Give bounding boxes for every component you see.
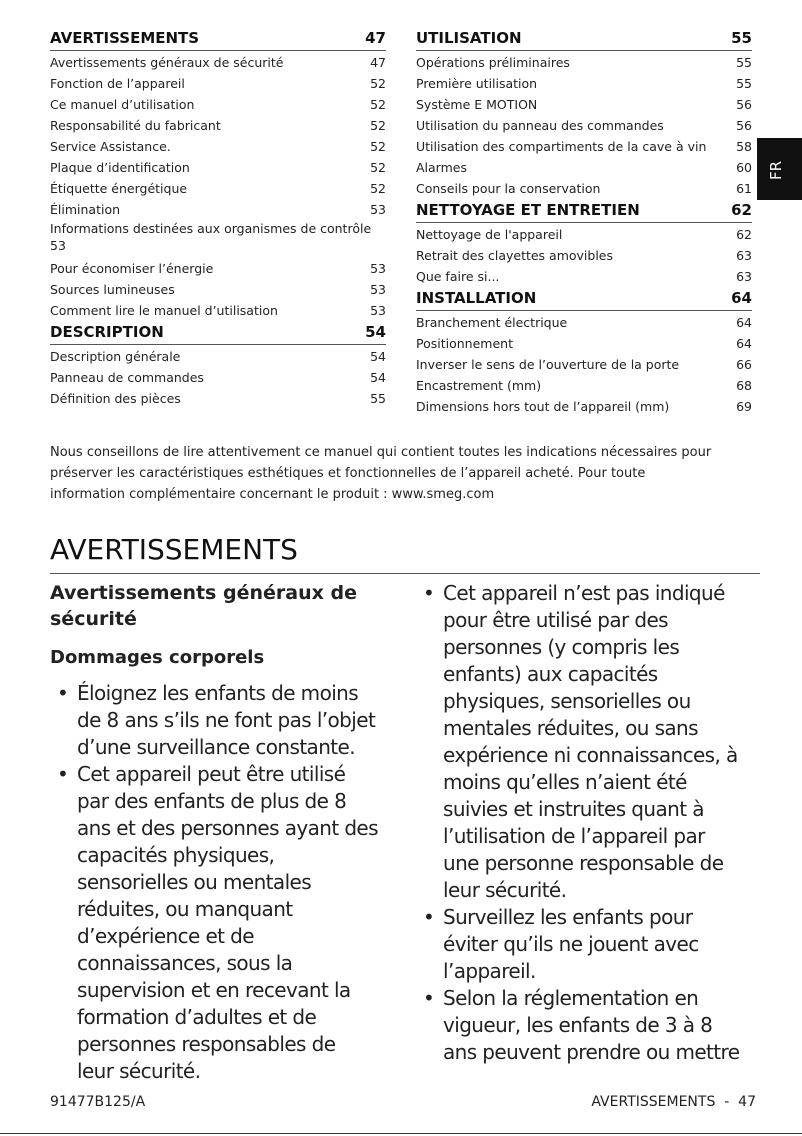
toc-entry[interactable] bbox=[50, 73, 386, 94]
subsection-title-line: Avertissements généraux de bbox=[50, 582, 357, 604]
toc-entry-page: 63 bbox=[736, 269, 752, 284]
toc-section-heading bbox=[416, 287, 752, 311]
toc-section-heading bbox=[416, 199, 752, 223]
toc-section-page: 64 bbox=[731, 289, 752, 307]
bullet-line: une personne responsable de bbox=[443, 851, 724, 875]
toc-entry[interactable] bbox=[50, 52, 386, 73]
document-code: 91477B125/A bbox=[50, 1094, 146, 1110]
bullet-line: pour être utilisé par des bbox=[443, 608, 669, 632]
bullet-line: personnes (y compris les bbox=[443, 635, 680, 659]
toc-entry-title: Panneau de commandes bbox=[50, 370, 204, 385]
bullet-line: sensorielles ou mentales bbox=[77, 870, 312, 894]
toc-entry-page: 52 bbox=[370, 160, 386, 175]
bullet-line: vigueur, les enfants de 3 à 8 bbox=[443, 1013, 713, 1037]
intro-line: préserver les caractéristiques esthétiques et fonctionnelles de l’appareil acheté. Pour toute bbox=[50, 466, 646, 481]
bullet-line: mentales réduites, ou sans bbox=[443, 716, 698, 740]
toc-entry-page: 58 bbox=[736, 139, 752, 154]
bullet-line: leur sécurité. bbox=[77, 1059, 201, 1083]
section-title: AVERTISSEMENTS bbox=[50, 530, 760, 574]
toc-entry[interactable] bbox=[50, 367, 386, 388]
toc-entry-title: Fonction de l’appareil bbox=[50, 76, 185, 91]
toc-entry-page: 52 bbox=[370, 97, 386, 112]
toc-section-heading bbox=[416, 27, 752, 51]
subsection-title-line: sécurité bbox=[50, 608, 137, 630]
bullet-line: physiques, sensorielles ou bbox=[443, 689, 691, 713]
toc-entry-page: 64 bbox=[736, 315, 752, 330]
toc-left-column bbox=[50, 27, 386, 409]
toc-entry-title: Responsabilité du fabricant bbox=[50, 118, 221, 133]
toc-entry-page: 62 bbox=[736, 227, 752, 242]
toc-entry[interactable] bbox=[50, 136, 386, 157]
toc-entry-title: Positionnement bbox=[416, 336, 513, 351]
toc-entry-page: 52 bbox=[370, 76, 386, 91]
toc-entry-title: Utilisation des compartiments de la cave à vin bbox=[416, 139, 707, 154]
footer-divider bbox=[0, 1133, 802, 1134]
bullet-line: • Éloignez les enfants de moins bbox=[77, 681, 359, 705]
toc-entry-title: Retrait des clayettes amovibles bbox=[416, 248, 614, 263]
toc-section-title: AVERTISSEMENTS bbox=[50, 29, 200, 47]
toc-entry-page: 55 bbox=[736, 55, 752, 70]
toc-entry[interactable] bbox=[416, 52, 752, 73]
bullet-line: l’appareil. bbox=[443, 959, 536, 983]
toc-entry[interactable] bbox=[416, 115, 752, 136]
bullet-line: suivies et instruites quant à bbox=[443, 797, 704, 821]
toc-entry[interactable] bbox=[50, 300, 386, 321]
toc-entry-title: Encastrement (mm) bbox=[416, 378, 542, 393]
toc-entry[interactable] bbox=[50, 115, 386, 136]
toc-section-page: 54 bbox=[365, 323, 386, 341]
toc-entry-page: 53 bbox=[370, 261, 386, 276]
toc-entry[interactable] bbox=[416, 73, 752, 94]
bullet-line: enfants) aux capacités bbox=[443, 662, 658, 686]
toc-entry[interactable] bbox=[416, 245, 752, 266]
bullet-line: éviter qu’ils ne jouent avec bbox=[443, 932, 699, 956]
toc-entry-page: 53 bbox=[370, 282, 386, 297]
toc-section-heading bbox=[50, 321, 386, 345]
toc-entry-title: Pour économiser l’énergie bbox=[50, 261, 214, 276]
bullet-item bbox=[416, 580, 761, 904]
toc-section-title: UTILISATION bbox=[416, 29, 522, 47]
bullet-line: leur sécurité. bbox=[443, 878, 567, 902]
toc-entry-title: Informations destinées aux organismes de contrôle 53 bbox=[50, 221, 372, 253]
left-text-column bbox=[50, 580, 390, 1085]
intro-line: Nous conseillons de lire attentivement ce manuel qui contient toutes les indications nécessaires pour bbox=[50, 445, 712, 460]
toc-entry-page: 52 bbox=[370, 139, 386, 154]
bullet-line: par des enfants de plus de 8 bbox=[77, 789, 347, 813]
toc-entry-page: 56 bbox=[736, 97, 752, 112]
bullet-line: d’expérience et de bbox=[77, 924, 254, 948]
bullet-line: ans peuvent prendre ou mettre bbox=[443, 1040, 740, 1064]
intro-line: information complémentaire concernant le produit : www.smeg.com bbox=[50, 487, 495, 502]
subsection-title bbox=[50, 580, 390, 632]
toc-section-title: DESCRIPTION bbox=[50, 323, 164, 341]
bullet-line: ans et des personnes ayant des bbox=[77, 816, 378, 840]
toc-entry[interactable] bbox=[416, 94, 752, 115]
toc-entry[interactable] bbox=[416, 266, 752, 287]
toc-entry-page: 64 bbox=[736, 336, 752, 351]
bullet-item bbox=[416, 904, 761, 985]
toc-entry-title: Dimensions hors tout de l’appareil (mm) bbox=[416, 399, 670, 414]
bullet-item bbox=[50, 680, 390, 761]
language-label: FR bbox=[767, 160, 785, 180]
bullet-item bbox=[416, 985, 761, 1066]
toc-entry[interactable] bbox=[50, 178, 386, 199]
toc-right-column bbox=[416, 27, 752, 417]
toc-section-title: NETTOYAGE ET ENTRETIEN bbox=[416, 201, 640, 219]
bullet-line: moins qu’elles n’aient été bbox=[443, 770, 687, 794]
toc-entry-title: Service Assistance. bbox=[50, 139, 171, 154]
toc-entry-page: 60 bbox=[736, 160, 752, 175]
toc-entry[interactable] bbox=[50, 279, 386, 300]
bullet-line: l’utilisation de l’appareil par bbox=[443, 824, 705, 848]
toc-entry-title: Opérations préliminaires bbox=[416, 55, 570, 70]
toc-entry-title: Que faire si... bbox=[416, 269, 500, 284]
toc-entry-page: 66 bbox=[736, 357, 752, 372]
toc-entry[interactable] bbox=[416, 157, 752, 178]
toc-entry-page: 63 bbox=[736, 248, 752, 263]
toc-entry-page: 68 bbox=[736, 378, 752, 393]
toc-entry-page: 69 bbox=[736, 399, 752, 414]
toc-entry-page: 52 bbox=[370, 181, 386, 196]
toc-entry-title: Première utilisation bbox=[416, 76, 538, 91]
toc-entry-title: Plaque d’identification bbox=[50, 160, 190, 175]
toc-entry-page: 52 bbox=[370, 118, 386, 133]
bullet-line: • Cet appareil n’est pas indiqué bbox=[443, 581, 725, 605]
toc-section-page: 55 bbox=[731, 29, 752, 47]
right-text-column bbox=[416, 580, 761, 1066]
toc-entry[interactable] bbox=[50, 388, 386, 409]
bullet-item bbox=[50, 761, 390, 1085]
toc-section-page: 47 bbox=[365, 29, 386, 47]
toc-entry-title: Étiquette énergétique bbox=[50, 181, 188, 196]
toc-entry-page: 53 bbox=[370, 303, 386, 318]
toc-entry-title: Inverser le sens de l’ouverture de la porte bbox=[416, 357, 680, 372]
toc-section-page: 62 bbox=[731, 201, 752, 219]
toc-entry-title: Alarmes bbox=[416, 160, 467, 175]
language-tab bbox=[757, 138, 802, 200]
toc-entry[interactable] bbox=[50, 220, 386, 258]
bullet-line: expérience ni connaissances, à bbox=[443, 743, 738, 767]
toc-entry-title: Nettoyage de l'appareil bbox=[416, 227, 563, 242]
bullet-line: supervision et en recevant la bbox=[77, 978, 351, 1002]
toc-entry[interactable] bbox=[416, 224, 752, 245]
toc-entry-title: Conseils pour la conservation bbox=[416, 181, 601, 196]
toc-entry-title: Utilisation du panneau des commandes bbox=[416, 118, 664, 133]
toc-entry[interactable] bbox=[50, 258, 386, 279]
bullet-line: • Surveillez les enfants pour bbox=[443, 905, 693, 929]
toc-entry-title: Comment lire le manuel d’utilisation bbox=[50, 303, 278, 318]
bullet-line: connaissances, sous la bbox=[77, 951, 293, 975]
toc-entry[interactable] bbox=[416, 178, 752, 199]
toc-entry-page: 55 bbox=[736, 76, 752, 91]
toc-entry-page: 47 bbox=[370, 55, 386, 70]
toc-section-heading bbox=[50, 27, 386, 51]
toc-entry-title: Avertissements généraux de sécurité bbox=[50, 55, 284, 70]
toc-entry-page: 53 bbox=[370, 202, 386, 217]
toc-entry[interactable] bbox=[50, 157, 386, 178]
toc-entry[interactable] bbox=[50, 199, 386, 220]
toc-entry-title: Description générale bbox=[50, 349, 181, 364]
toc-entry-page: 56 bbox=[736, 118, 752, 133]
toc-entry[interactable] bbox=[416, 136, 752, 157]
toc-entry[interactable] bbox=[416, 312, 752, 333]
toc-entry-title: Branchement électrique bbox=[416, 315, 568, 330]
toc-entry[interactable] bbox=[416, 354, 752, 375]
bullet-line: • Cet appareil peut être utilisé bbox=[77, 762, 346, 786]
toc-entry-page: 54 bbox=[370, 370, 386, 385]
intro-paragraph bbox=[50, 442, 760, 505]
toc-entry-title: Définition des pièces bbox=[50, 391, 181, 406]
toc-entry[interactable] bbox=[416, 375, 752, 396]
subheading: Dommages corporels bbox=[50, 647, 265, 668]
bullet-line: d’une surveillance constante. bbox=[77, 735, 355, 759]
page-footer-label: AVERTISSEMENTS - 47 bbox=[591, 1094, 756, 1110]
bullet-line: • Selon la réglementation en bbox=[443, 986, 699, 1010]
toc-entry-page: 61 bbox=[736, 181, 752, 196]
toc-entry-title: Système E MOTION bbox=[416, 97, 538, 112]
bullet-line: de 8 ans s’ils ne font pas l’objet bbox=[77, 708, 376, 732]
toc-entry[interactable] bbox=[50, 346, 386, 367]
toc-entry-title: Sources lumineuses bbox=[50, 282, 175, 297]
bullet-line: capacités physiques, bbox=[77, 843, 275, 867]
toc-entry-page: 55 bbox=[370, 391, 386, 406]
bullet-line: personnes responsables de bbox=[77, 1032, 336, 1056]
toc-section-title: INSTALLATION bbox=[416, 289, 537, 307]
toc-entry[interactable] bbox=[416, 396, 752, 417]
toc-entry-page: 54 bbox=[370, 349, 386, 364]
toc-entry-title: Ce manuel d’utilisation bbox=[50, 97, 195, 112]
toc-entry[interactable] bbox=[416, 333, 752, 354]
toc-entry[interactable] bbox=[50, 94, 386, 115]
bullet-line: réduites, ou manquant bbox=[77, 897, 293, 921]
bullet-line: formation d’adultes et de bbox=[77, 1005, 317, 1029]
toc-entry-title: Élimination bbox=[50, 202, 121, 217]
